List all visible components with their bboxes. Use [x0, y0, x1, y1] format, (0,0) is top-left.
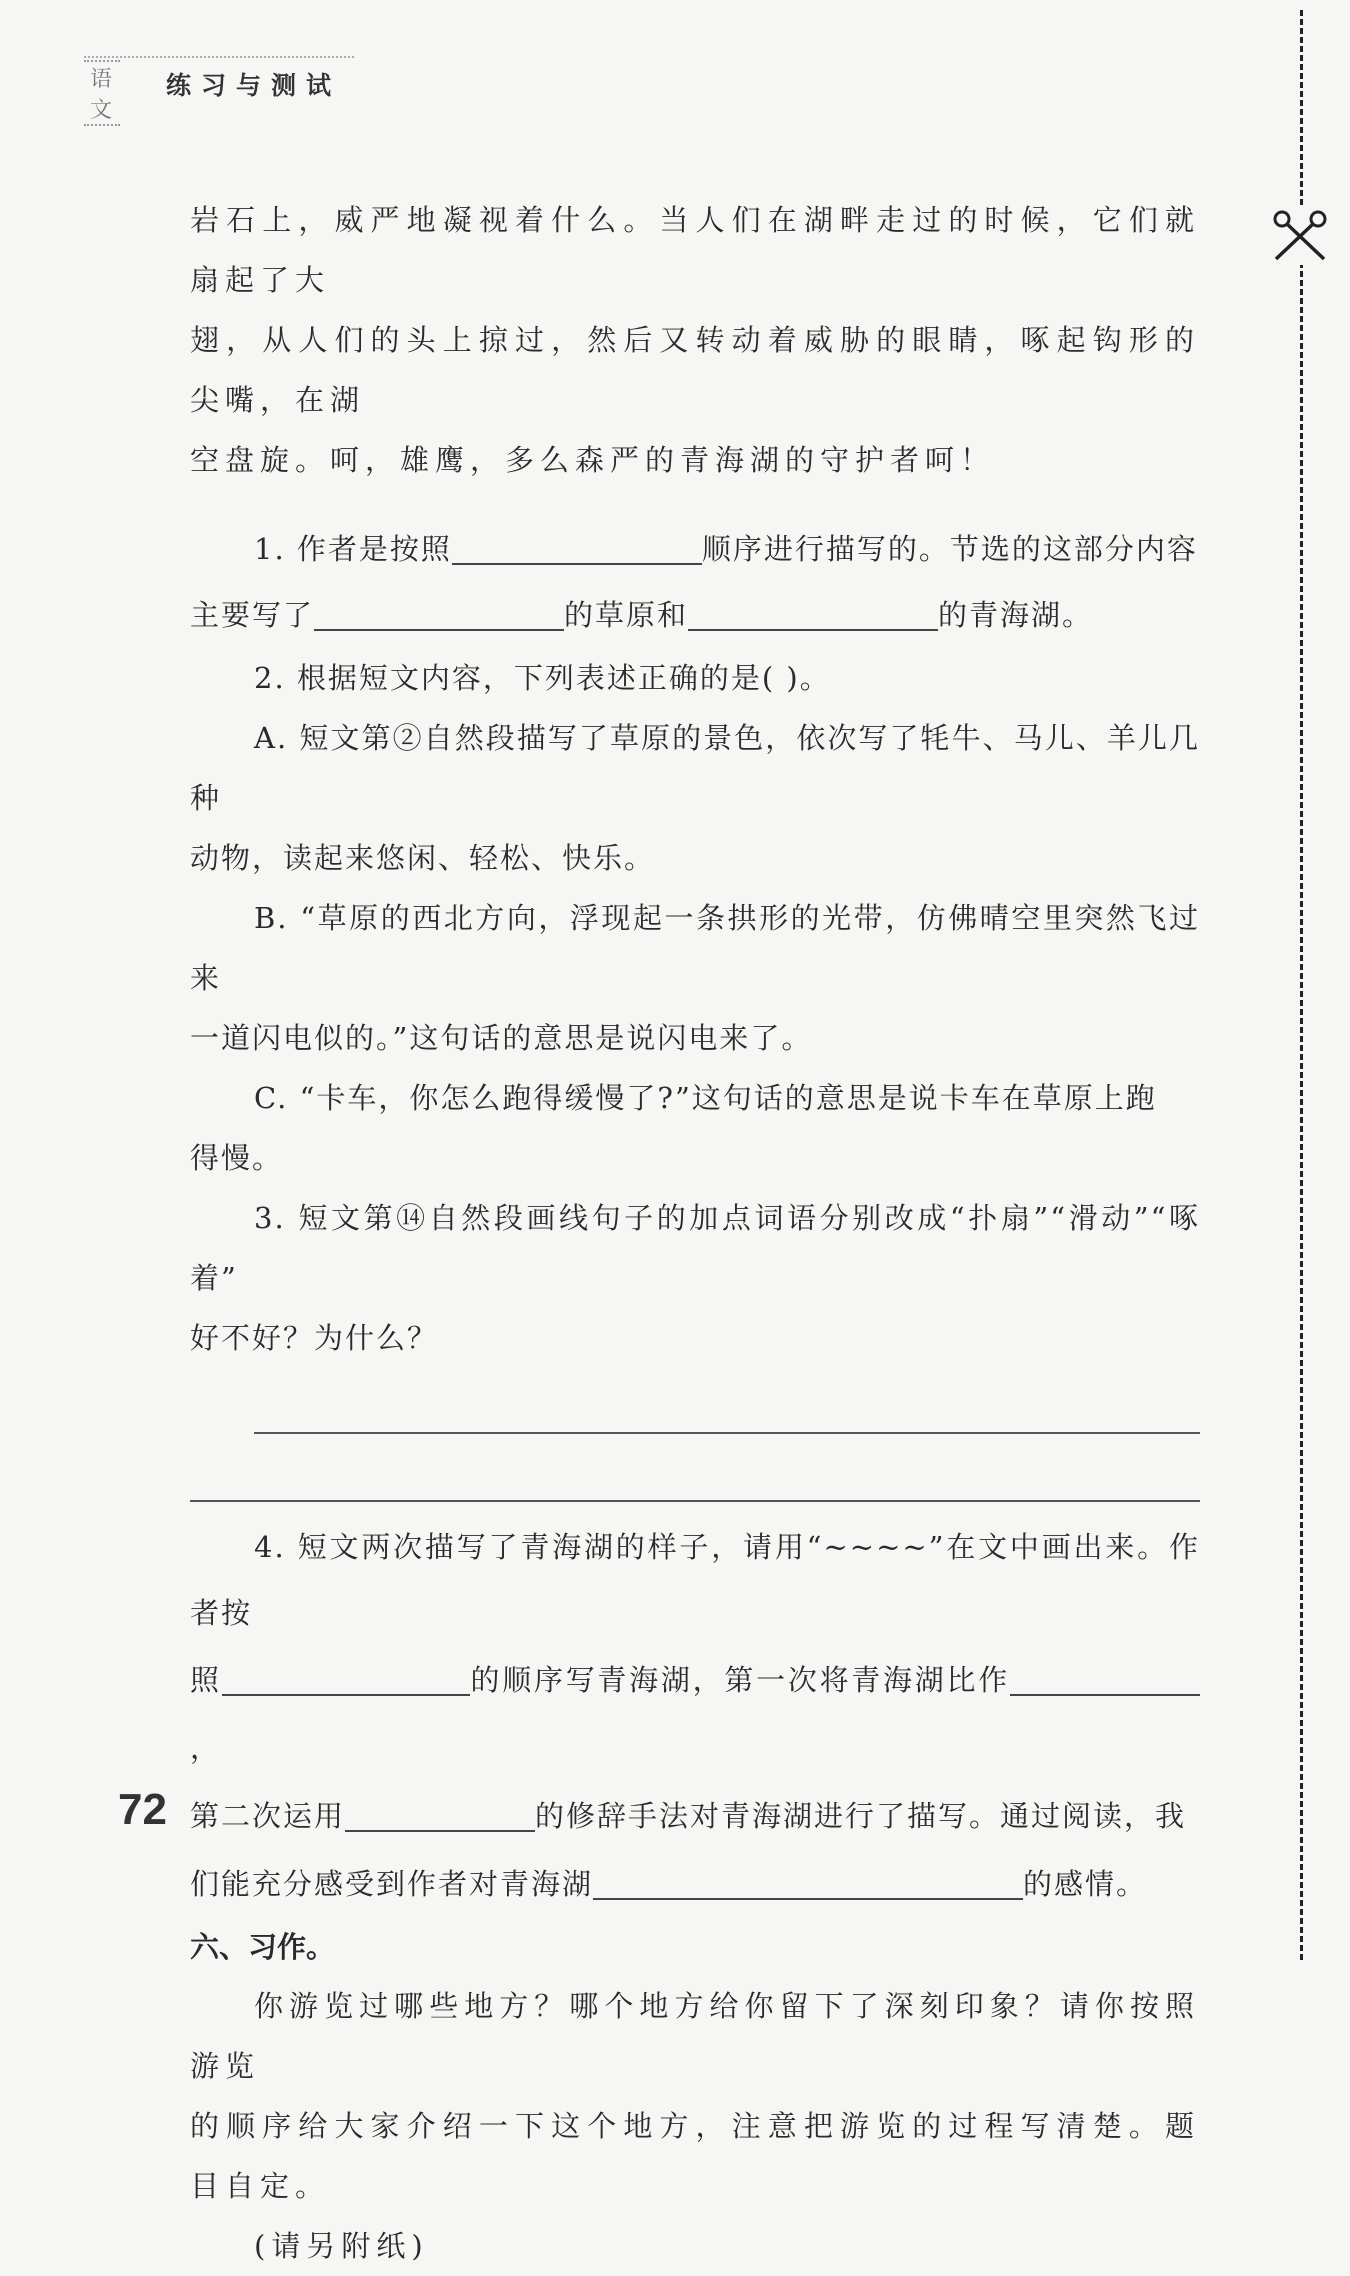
question-3-cont: 好不好？为什么？ — [190, 1321, 439, 1355]
section-six-title: 六、习作。 — [190, 1930, 336, 1964]
option-a: A. 短文第②自然段描写了草原的景色，依次写了牦牛、马儿、羊儿几种 — [190, 721, 1200, 815]
q4-text: 的顺序写青海湖，第一次将青海湖比作 — [469, 1663, 1010, 1697]
page-number: 72 — [118, 1785, 167, 1834]
answer-blank[interactable] — [452, 533, 702, 565]
option-c-cont: 得慢。 — [190, 1141, 284, 1175]
q1-text: 1. 作者是按照 — [254, 532, 452, 566]
option-b: B. “草原的西北方向，浮现起一条拱形的光带，仿佛晴空里突然飞过来 — [190, 901, 1200, 995]
answer-blank[interactable] — [222, 1664, 470, 1696]
question-2-stem: 2. 根据短文内容，下列表述正确的是( )。 — [254, 661, 831, 695]
q1-text: 的青海湖。 — [938, 598, 1094, 632]
writing-prompt-cont: 的顺序给大家介绍一下这个地方，注意把游览的过程写清楚。题目自定。 — [190, 2109, 1200, 2203]
passage-line: 空盘旋。呵，雄鹰，多么森严的青海湖的守护者呵！ — [190, 443, 996, 477]
q4-text: 第二次运用 — [190, 1799, 346, 1833]
question-4-cont — [190, 1850, 1200, 1918]
q4-text: ， — [190, 1731, 222, 1765]
question-4: 4. 短文两次描写了青海湖的样子，请用“~~~~”在文中画出来。作者按 — [190, 1530, 1200, 1630]
writing-note: (请另附纸) — [254, 2229, 429, 2263]
book-title: 练习与测试 — [166, 71, 342, 100]
page-content — [190, 190, 1200, 2276]
answer-blank[interactable] — [593, 1868, 1023, 1900]
q1-text: 的草原和 — [564, 598, 689, 632]
question-4-cont — [190, 1646, 1200, 1782]
option-c: C. “卡车，你怎么跑得缓慢了?”这句话的意思是说卡车在草原上跑 — [254, 1081, 1157, 1115]
question-1 — [190, 516, 1200, 582]
passage-line: 翅，从人们的头上掠过，然后又转动着威胁的眼睛，啄起钩形的尖嘴，在湖 — [190, 323, 1200, 417]
question-4-cont — [190, 1782, 1200, 1850]
cut-line — [1300, 10, 1303, 1960]
question-3: 3. 短文第⑭自然段画线句子的加点词语分别改成“扑扇”“滑动”“啄着” — [190, 1201, 1200, 1295]
q4-text: 们能充分感受到作者对青海湖 — [190, 1867, 594, 1901]
scissors-icon — [1268, 205, 1332, 265]
passage-line: 岩石上，威严地凝视着什么。当人们在湖畔走过的时候，它们就扇起了大 — [190, 203, 1200, 297]
option-b-cont: 一道闪电似的。”这句话的意思是说闪电来了。 — [190, 1021, 813, 1055]
q4-text: 的感情。 — [1023, 1867, 1148, 1901]
answer-blank[interactable] — [1010, 1664, 1200, 1696]
q1-text: 顺序进行描写的。节选的这部分内容 — [701, 532, 1198, 566]
answer-blank[interactable] — [688, 599, 938, 631]
answer-blank[interactable] — [314, 599, 564, 631]
q4-text: 照 — [190, 1663, 222, 1697]
q4-text: 的修辞手法对青海湖进行了描写。通过阅读，我 — [535, 1799, 1187, 1833]
option-a-cont: 动物，读起来悠闲、轻松、快乐。 — [190, 841, 656, 875]
subject-label: 语文 — [84, 60, 120, 126]
answer-blank[interactable] — [345, 1800, 535, 1832]
question-1-cont — [190, 582, 1200, 648]
writing-prompt: 你游览过哪些地方？哪个地方给你留下了深刻印象？请你按照游览 — [190, 1989, 1200, 2083]
header-dotted-rule — [84, 56, 354, 58]
q1-text: 主要写了 — [190, 598, 315, 632]
